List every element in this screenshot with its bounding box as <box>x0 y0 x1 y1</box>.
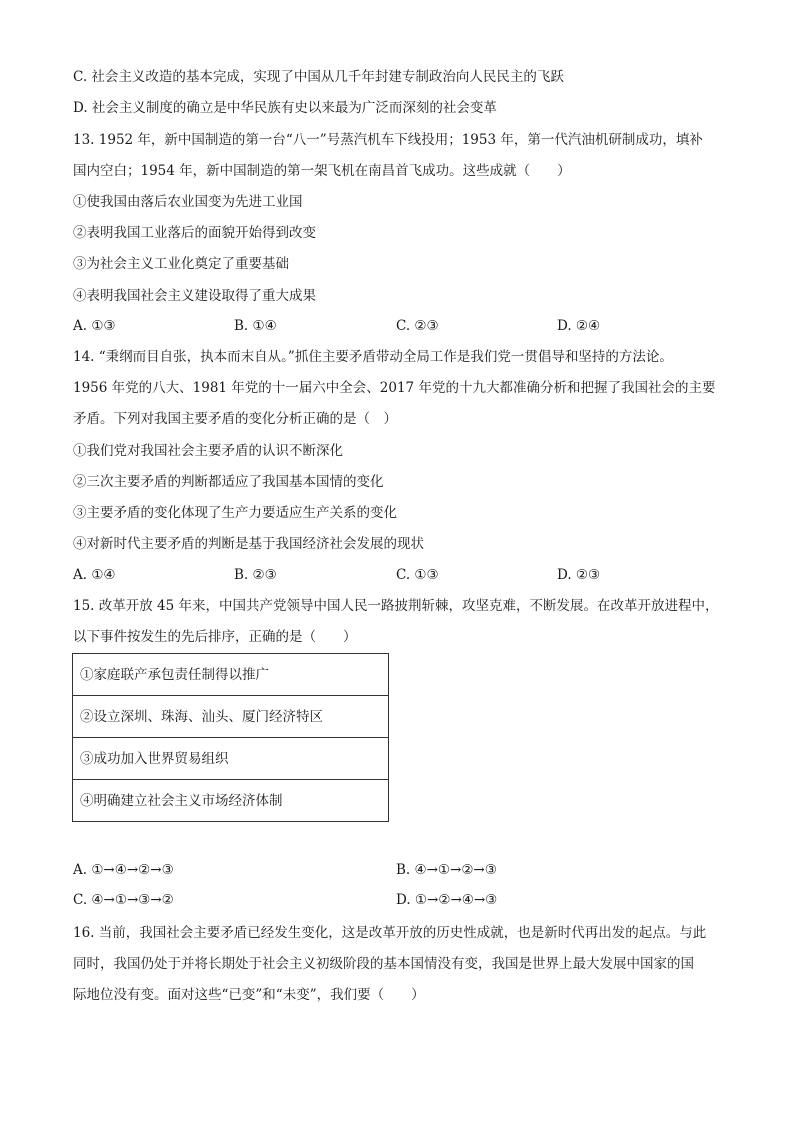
table-row <box>73 780 389 822</box>
q16-stem-line-3: 际地位没有变。面对这些“已变”和“未变”，我们要（ ） <box>73 987 425 1003</box>
table-row <box>73 696 389 738</box>
q16-stem-line-1: 16. 当前，我国社会主要矛盾已经发生变化，这是改革开放的历史性成就，也是新时代再出发的起点。与此 <box>73 925 707 941</box>
q13-statement-2: ②表明我国工业落后的面貌开始得到改变 <box>73 225 316 241</box>
q14-statement-4: ④对新时代主要矛盾的判断是基于我国经济社会发展的现状 <box>73 536 424 552</box>
q13-stem-line-2: 国内空白；1954 年，新中国制造的第一架飞机在南昌首飞成功。这些成就（ ） <box>73 163 571 179</box>
table-row <box>73 654 389 696</box>
q15-option-a: A. ①→④→②→③ <box>73 862 174 878</box>
q15-stem-line-2: 以下事件按发生的先后排序，正确的是（ ） <box>73 629 357 645</box>
q13-option-c: C. ②③ <box>396 318 439 334</box>
q15-event-3: ③成功加入世界贸易组织 <box>73 738 389 780</box>
q14-stem-line-2: 1956 年党的八大、1981 年党的十一届六中全会、2017 年党的十九大都准确分析和把握了我国社会的主要 <box>73 380 716 396</box>
q14-statement-2: ②三次主要矛盾的判断都适应了我国基本国情的变化 <box>73 474 384 490</box>
q15-event-4: ④明确建立社会主义市场经济体制 <box>73 780 389 822</box>
q13-statement-4: ④表明我国社会主义建设取得了重大成果 <box>73 288 316 304</box>
q15-stem-line-1: 15. 改革开放 45 年来，中国共产党领导中国人民一路披荆斩棘，攻坚克难，不断发展。在改革开放进程中， <box>73 598 719 614</box>
q13-option-d: D. ②④ <box>557 318 601 334</box>
q13-statement-1: ①使我国由落后农业国变为先进工业国 <box>73 194 303 210</box>
q13-stem-line-1: 13. 1952 年，新中国制造的第一台“八一”号蒸汽机车下线投用；1953 年，第一代汽油机研制成功，填补 <box>73 132 703 148</box>
q14-stem-line-3: 矛盾。下列对我国主要矛盾的变化分析正确的是（ ） <box>73 411 397 427</box>
q14-option-a: A. ①④ <box>73 567 116 583</box>
q15-events-table <box>72 653 389 822</box>
q14-statement-1: ①我们党对我国社会主要矛盾的认识不断深化 <box>73 443 343 459</box>
q15-option-b: B. ④→①→②→③ <box>396 862 497 878</box>
q13-option-a: A. ①③ <box>73 318 116 334</box>
q16-stem-line-2: 同时，我国仍处于并将长期处于社会主义初级阶段的基本国情没有变，我国是世界上最大发展中国家的国 <box>73 956 694 972</box>
q14-statement-3: ③主要矛盾的变化体现了生产力要适应生产关系的变化 <box>73 505 397 521</box>
q14-option-b: B. ②③ <box>234 567 277 583</box>
q15-event-1: ①家庭联产承包责任制得以推广 <box>73 654 389 696</box>
q14-option-c: C. ①③ <box>396 567 439 583</box>
q13-statement-3: ③为社会主义工业化奠定了重要基础 <box>73 256 289 272</box>
q14-stem-line-1: 14. “秉纲而目自张，执本而末自从。”抓住主要矛盾带动全局工作是我们党一贯倡导和坚持的方法论。 <box>73 349 673 365</box>
table-row <box>73 738 389 780</box>
q15-option-d: D. ①→②→④→③ <box>396 892 498 908</box>
q14-option-d: D. ②③ <box>557 567 601 583</box>
q13-option-b: B. ①④ <box>234 318 277 334</box>
q12-option-c: C. 社会主义改造的基本完成，实现了中国从几千年封建专制政治向人民民主的飞跃 <box>73 69 564 85</box>
q15-event-2: ②设立深圳、珠海、汕头、厦门经济特区 <box>73 696 389 738</box>
q12-option-d: D. 社会主义制度的确立是中华民族有史以来最为广泛而深刻的社会变革 <box>73 100 497 116</box>
q15-option-c: C. ④→①→③→② <box>73 892 174 908</box>
